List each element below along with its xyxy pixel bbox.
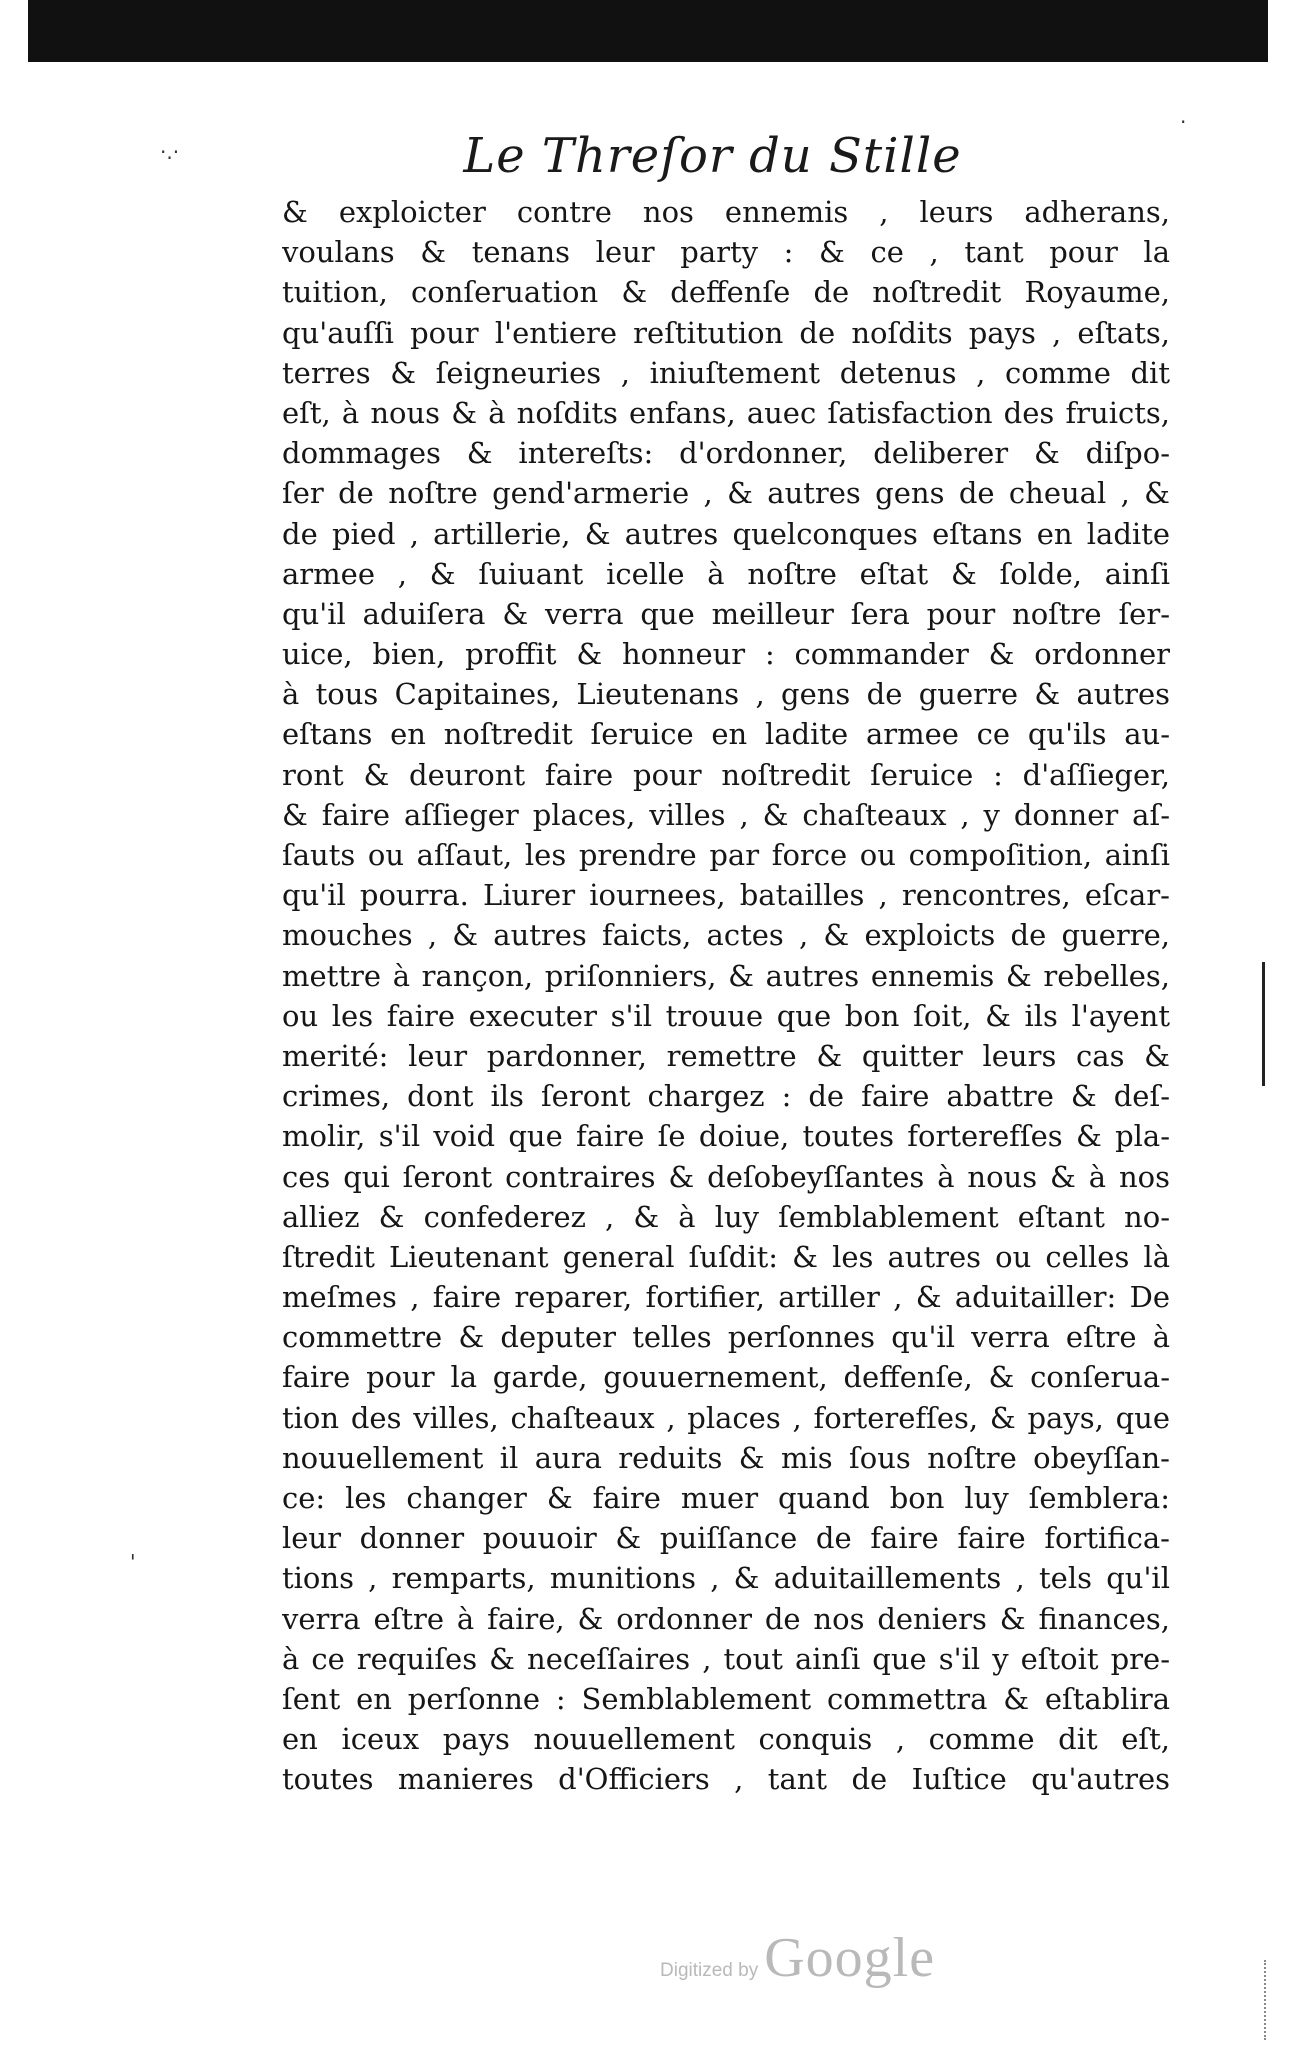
text-line: voulans & tenans leur party : & ce , tant pour la <box>282 235 1170 270</box>
text-line: qu'il aduiſera & verra que meilleur ſera pour noſtre ſer- <box>282 596 1170 631</box>
text-line: ront & deuront faire pour noſtredit ſeruice : d'aſſieger, <box>282 757 1170 792</box>
text-line: leur donner pouuoir & puiſſance de faire faire fortifica- <box>282 1521 1170 1556</box>
running-head: Le Threſor du Stille <box>463 128 962 184</box>
text-line: & faire aſſieger places, villes , & chaſteaux , y donner aſ- <box>282 797 1170 832</box>
text-line: ou les faire executer s'il trouue que bon ſoit, & ils l'ayent <box>282 998 1170 1033</box>
text-line: mouches , & autres faicts, actes , & exploicts de guerre, <box>282 918 1170 953</box>
text-line: qu'auſſi pour l'entiere reſtitution de noſdits pays , eſtats, <box>282 315 1170 350</box>
margin-rule <box>1262 962 1265 1086</box>
text-line: faire pour la garde, gouuernement, deffenſe, & conſerua- <box>282 1360 1170 1395</box>
text-line: ces qui ſeront contraires & deſobeyſſantes à nous & à nos <box>282 1159 1170 1194</box>
text-line: ce: les changer & faire muer quand bon luy ſemblera: <box>282 1481 1170 1515</box>
digitized-watermark <box>660 1926 935 1990</box>
margin-speck: ·.· <box>160 140 180 164</box>
text-line: dommages & intereſts: d'ordonner, deliberer & diſpo- <box>282 436 1170 471</box>
text-line: tion des villes, chaſteaux , places , forterefſes, & pays, que <box>282 1400 1170 1435</box>
text-line: à tous Capitaines, Lieutenans , gens de guerre & autres <box>282 677 1170 712</box>
text-line: eſt, à nous & à noſdits enfans, auec ſatisfaction des fruicts, <box>282 395 1170 430</box>
text-line: merité: leur pardonner, remettre & quitter leurs cas & <box>282 1038 1170 1073</box>
scan-top-band <box>28 0 1268 62</box>
text-line: ſer de noſtre gend'armerie , & autres gens de cheual , & <box>282 476 1170 511</box>
text-line: & exploicter contre nos ennemis , leurs adherans, <box>282 195 1170 229</box>
text-line: meſmes , faire reparer, fortifier, artiller , & aduitailler: De <box>282 1280 1170 1315</box>
text-line: tions , remparts, munitions , & aduitaillements , tels qu'il <box>282 1561 1170 1596</box>
text-line: à ce requiſes & neceſſaires , tout ainſi que s'il y eſtoit pre- <box>282 1641 1170 1676</box>
text-line: nouuellement il aura reduits & mis ſous noſtre obeyſſan- <box>282 1440 1170 1475</box>
text-line: molir, s'il void que faire ſe doiue, toutes forterefſes & pla- <box>282 1119 1170 1154</box>
text-line: qu'il pourra. Liurer iournees, batailles , rencontres, eſcar- <box>282 878 1170 913</box>
text-line: crimes, dont ils ſeront chargez : de faire abattre & deſ- <box>282 1079 1170 1114</box>
text-line: alliez & confederez , & à luy ſemblablement eſtant no- <box>282 1199 1170 1234</box>
text-line: toutes manieres d'Officiers , tant de Iuſtice qu'autres <box>282 1762 1170 1797</box>
text-line: ſauts ou aſſaut, les prendre par force ou compoſition, ainſi <box>282 838 1170 872</box>
text-line: mettre à rançon, priſonniers, & autres ennemis & rebelles, <box>282 958 1170 993</box>
text-line: ſtredit Lieutenant general ſuſdit: & les autres ou celles là <box>282 1239 1170 1274</box>
text-line: de pied , artillerie, & autres quelconques eſtans en ladite <box>282 516 1170 551</box>
text-line: uice, bien, proffit & honneur : commander & ordonner <box>282 637 1170 672</box>
body-text <box>282 192 1170 1800</box>
text-line: ſent en perſonne : Semblablement commettra & eſtablira <box>282 1681 1170 1716</box>
text-line: eſtans en noſtredit ſeruice en ladite armee ce qu'ils au- <box>282 717 1170 752</box>
text-line: tuition, conſeruation & deffenſe de noſtredit Royaume, <box>282 275 1170 310</box>
edge-specks <box>1264 1960 1268 2040</box>
text-line: commettre & deputer telles perſonnes qu'il verra eſtre à <box>282 1320 1170 1355</box>
text-line: armee , & ſuiuant icelle à noſtre eſtat & ſolde, ainſi <box>282 556 1170 591</box>
margin-speck: ' <box>130 1550 136 1574</box>
text-line: en iceux pays nouuellement conquis , comme dit eſt, <box>282 1722 1170 1757</box>
text-line: verra eſtre à faire, & ordonner de nos deniers & finances, <box>282 1601 1170 1636</box>
watermark-prefix: Digitized by <box>660 1960 759 1981</box>
google-logo: Google <box>764 1927 936 1989</box>
text-line: terres & ſeigneuries , iniuſtement detenus , comme dit <box>282 355 1170 390</box>
margin-speck: · <box>1180 110 1187 134</box>
